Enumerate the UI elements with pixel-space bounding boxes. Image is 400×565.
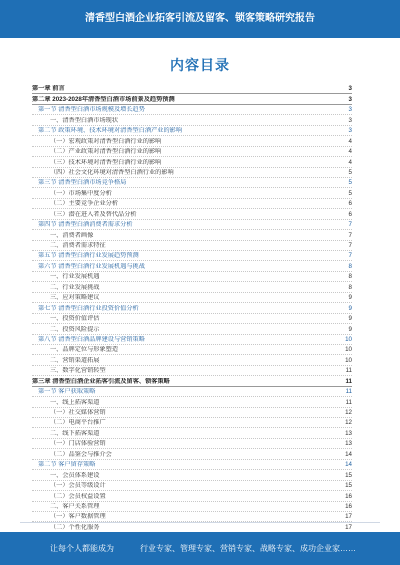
toc-entry-label: （四）社会文化环境对清香型白酒行业的影响 <box>50 168 174 176</box>
toc-entry-page: 8 <box>348 273 352 281</box>
toc-entry-label: （二）个性化服务 <box>50 523 100 531</box>
footer-banner <box>0 532 400 565</box>
toc-entry-page: 17 <box>345 513 352 521</box>
toc-entry[interactable] <box>32 293 352 303</box>
toc-entry-label: 一、清香型白酒市场现状 <box>50 116 119 124</box>
toc-entry-label: （一）会员等级设计 <box>50 482 106 490</box>
footer-divider <box>20 522 380 523</box>
toc-entry[interactable] <box>32 220 352 230</box>
toc-entry[interactable] <box>32 261 352 271</box>
toc-entry-page: 3 <box>348 106 352 114</box>
toc-entry-label: （一）宏观政策对清香型白酒行业的影响 <box>50 137 162 145</box>
toc-entry-page: 9 <box>348 315 352 323</box>
toc-entry-page: 5 <box>348 189 352 197</box>
toc-entry[interactable] <box>32 251 352 261</box>
toc-entry-page: 11 <box>345 367 352 375</box>
toc-entry-page: 4 <box>348 158 352 166</box>
toc-entry-label: 第六节 清香型白酒行业发展机遇与挑战 <box>38 262 145 270</box>
toc-entry-label: 第二节 客户留存策略 <box>38 461 96 469</box>
toc-entry-page: 9 <box>348 325 352 333</box>
toc-entry-label: （一）门店体验营销 <box>50 440 106 448</box>
toc-entry[interactable] <box>32 502 352 512</box>
toc-entry-page: 8 <box>348 262 352 270</box>
toc-title: 内容目录 <box>170 57 230 73</box>
toc-entry-label: 第三章 清香型白酒企业拓客引流及留客、锁客策略 <box>32 377 170 385</box>
toc-entry-page: 17 <box>345 523 352 531</box>
toc-entry-page: 5 <box>348 179 352 187</box>
toc-entry-page: 12 <box>345 419 352 427</box>
toc-entry[interactable] <box>32 428 352 438</box>
table-of-contents <box>32 84 352 543</box>
toc-entry-page: 3 <box>348 95 352 103</box>
toc-entry-label: 二、消费者需求特征 <box>50 242 106 249</box>
toc-entry-label: 二、线下拓客渠道 <box>50 429 100 437</box>
toc-entry-label: 二、投资风险提示 <box>50 325 100 333</box>
toc-entry-page: 7 <box>348 242 352 249</box>
toc-entry[interactable] <box>32 272 352 282</box>
toc-entry[interactable] <box>32 157 352 167</box>
toc-entry[interactable] <box>32 126 352 136</box>
toc-entry-label: 一、投资价值评估 <box>50 315 100 323</box>
report-title: 清香型白酒企业拓客引流及留客、锁客策略研究报告 <box>85 13 315 24</box>
toc-entry-label: （二）品鉴会与推介会 <box>50 450 112 458</box>
toc-entry-label: 二、客户关系管理 <box>50 502 100 510</box>
toc-entry[interactable] <box>32 84 352 94</box>
toc-entry[interactable] <box>32 376 352 386</box>
toc-entry-label: （一）客户数据管理 <box>50 513 106 521</box>
toc-entry-page: 10 <box>345 335 352 343</box>
toc-entry-page: 7 <box>348 252 352 260</box>
toc-entry-page: 9 <box>348 304 352 312</box>
toc-entry-page: 12 <box>345 409 352 416</box>
toc-entry-label: （三）潜在进入者及替代品分析 <box>50 210 137 218</box>
toc-entry-label: 第一节 客户获取策略 <box>38 388 96 396</box>
toc-entry-page: 15 <box>345 482 352 490</box>
toc-entry-page: 14 <box>345 450 352 458</box>
toc-entry-page: 14 <box>345 461 352 469</box>
toc-entry-label: 第八节 清香型白酒品牌建设与营销策略 <box>38 335 145 343</box>
toc-entry-page: 11 <box>345 377 352 385</box>
toc-entry[interactable] <box>32 188 352 198</box>
toc-entry[interactable] <box>32 387 352 397</box>
toc-entry[interactable] <box>32 345 352 355</box>
toc-entry[interactable] <box>32 209 352 219</box>
toc-entry-page: 3 <box>348 85 352 93</box>
toc-entry-page: 8 <box>348 283 352 291</box>
toc-entry-page: 16 <box>345 492 352 500</box>
toc-entry-label: 一、品牌定位与形象塑造 <box>50 346 119 354</box>
toc-entry-label: 第一章 前言 <box>32 85 65 93</box>
toc-entry-label: 第一节 清香型白酒市场规模及增长趋势 <box>38 106 145 114</box>
toc-entry-page: 16 <box>345 502 352 510</box>
toc-entry-label: 一、会员体系建设 <box>50 471 100 479</box>
toc-entry-label: （二）主要竞争企业分析 <box>50 200 119 208</box>
footer-slogan: 让每个人都能成为 <box>50 544 114 553</box>
toc-entry[interactable] <box>32 512 352 522</box>
toc-entry[interactable] <box>32 115 352 125</box>
toc-entry-page: 10 <box>345 356 352 364</box>
toc-entry[interactable] <box>32 199 352 209</box>
toc-entry-page: 13 <box>345 440 352 448</box>
toc-entry-page: 4 <box>348 148 352 156</box>
toc-entry[interactable] <box>32 439 352 449</box>
toc-entry-page: 6 <box>348 210 352 218</box>
toc-entry[interactable] <box>32 366 352 376</box>
toc-entry-label: 三、应对策略建议 <box>50 294 100 302</box>
toc-entry-label: 第三节 清香型白酒市场竞争格局 <box>38 179 127 187</box>
toc-entry-label: 一、线上拓客渠道 <box>50 398 100 406</box>
toc-entry[interactable] <box>32 481 352 491</box>
toc-entry-label: （二）电商平台推广 <box>50 419 106 427</box>
toc-entry[interactable] <box>32 324 352 334</box>
toc-entry[interactable] <box>32 241 352 251</box>
toc-entry-page: 10 <box>345 346 352 354</box>
toc-entry-label: （三）技术环境对清香型白酒行业的影响 <box>50 158 162 166</box>
toc-entry-page: 5 <box>348 168 352 176</box>
toc-entry-label: 二、行业发展挑战 <box>50 283 100 291</box>
toc-entry-page: 6 <box>348 200 352 208</box>
toc-entry-label: 第七节 清香型白酒行业投资价值分析 <box>38 304 139 312</box>
toc-entry[interactable] <box>32 230 352 240</box>
toc-entry[interactable] <box>32 178 352 188</box>
toc-entry-page: 11 <box>345 388 352 396</box>
toc-entry[interactable] <box>32 408 352 418</box>
toc-entry[interactable] <box>32 335 352 345</box>
toc-entry[interactable] <box>32 355 352 365</box>
toc-entry[interactable] <box>32 397 352 407</box>
toc-entry[interactable] <box>32 94 352 104</box>
toc-entry-label: 第五节 清香型白酒行业发展趋势预测 <box>38 252 139 260</box>
toc-entry-label: 一、行业发展机遇 <box>50 273 100 281</box>
toc-entry-page: 9 <box>348 294 352 302</box>
toc-entry-label: （一）社交媒体营销 <box>50 409 106 416</box>
toc-entry[interactable] <box>32 105 352 115</box>
toc-entry[interactable] <box>32 168 352 178</box>
toc-entry-page: 4 <box>348 137 352 145</box>
toc-entry-page: 7 <box>348 231 352 239</box>
toc-entry-label: 第四节 清香型白酒消费者需求分析 <box>38 221 133 229</box>
toc-entry-label: 三、数字化营销转型 <box>50 367 106 375</box>
toc-entry-label: 二、营销渠道拓展 <box>50 356 100 364</box>
toc-entry-label: （二）会员权益设置 <box>50 492 106 500</box>
toc-entry-page: 3 <box>348 116 352 124</box>
toc-entry-page: 11 <box>345 398 352 406</box>
toc-entry[interactable] <box>32 449 352 459</box>
toc-entry-page: 7 <box>348 221 352 229</box>
toc-entry[interactable] <box>32 460 352 470</box>
report-header <box>0 0 400 38</box>
toc-entry-page: 3 <box>348 127 352 135</box>
toc-entry[interactable] <box>32 491 352 501</box>
toc-entry[interactable] <box>32 303 352 313</box>
toc-entry-page: 13 <box>345 429 352 437</box>
toc-entry-label: （二）产业政策对清香型白酒行业的影响 <box>50 148 162 156</box>
footer-roles: 行业专家、管理专家、营销专家、战略专家、成功企业家…… <box>140 544 356 553</box>
toc-entry[interactable] <box>32 136 352 146</box>
toc-entry[interactable] <box>32 418 352 428</box>
toc-entry-label: （一）市场集中度分析 <box>50 189 112 197</box>
toc-entry[interactable] <box>32 282 352 292</box>
toc-entry-label: 第二章 2023-2028年清香型白酒市场前景及趋势预测 <box>32 95 175 103</box>
toc-entry-page: 15 <box>345 471 352 479</box>
toc-entry[interactable] <box>32 314 352 324</box>
toc-entry-label: 第二节 政策环境、技术环境对清香型白酒产业的影响 <box>38 127 183 135</box>
toc-entry[interactable] <box>32 470 352 480</box>
toc-entry[interactable] <box>32 147 352 157</box>
toc-entry-label: 一、消费者画像 <box>50 231 94 239</box>
